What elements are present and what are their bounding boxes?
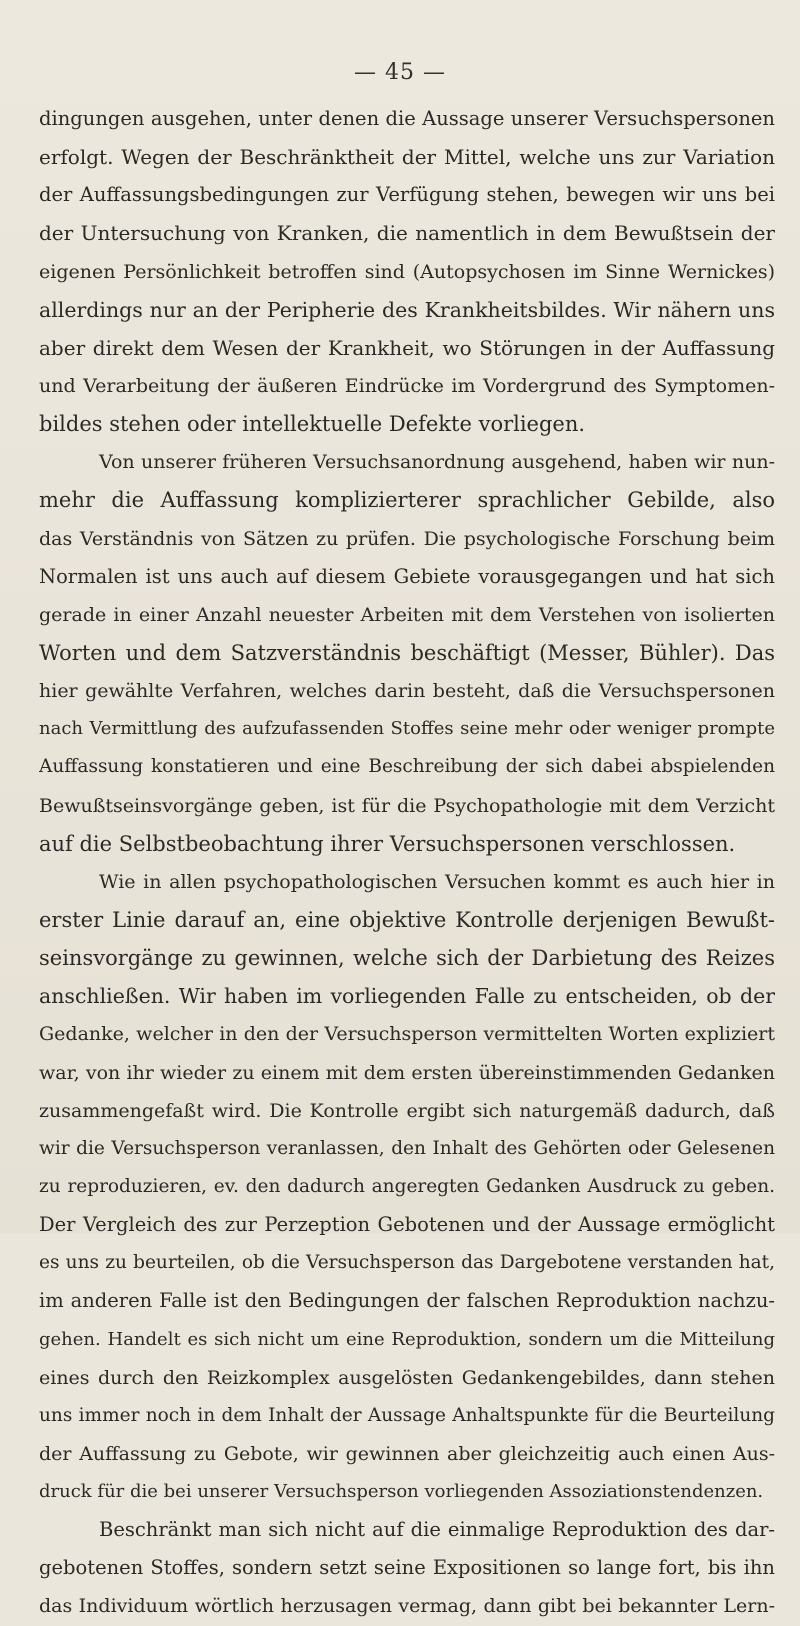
body-text bbox=[39, 100, 775, 1626]
text-line: seinsvorgänge zu gewinnen, welche sich der Darbietung des Reizes bbox=[39, 946, 775, 971]
text-line: zu reproduzieren, ev. den dadurch angeregten Gedanken Ausdruck zu geben. bbox=[39, 1175, 775, 1197]
text-line: eigenen Persönlichkeit betroffen sind (Autopsychosen im Sinne Wernickes) bbox=[39, 260, 775, 283]
text-line: auf die Selbstbeobachtung ihrer Versuchspersonen verschlossen. bbox=[39, 831, 736, 856]
text-line: aber direkt dem Wesen der Krankheit, wo Störungen in der Auffassung bbox=[39, 335, 775, 360]
page-number: — 45 — bbox=[354, 60, 446, 85]
text-line: gehen. Handelt es sich nicht um eine Reproduktion, sondern um die Mitteilung bbox=[39, 1328, 775, 1350]
text-line: bildes stehen oder intellektuelle Defekte vorliegen. bbox=[39, 412, 586, 437]
text-line: Bewußtseinsvorgänge geben, ist für die Psychopathologie mit dem Verzicht bbox=[39, 794, 775, 817]
text-line: hier gewählte Verfahren, welches darin besteht, daß die Versuchspersonen bbox=[39, 680, 775, 703]
text-line: gerade in einer Anzahl neuester Arbeiten mit dem Verstehen von isolierten bbox=[39, 603, 775, 626]
text-line: erster Linie darauf an, eine objektive Kontrolle derjenigen Bewußt- bbox=[39, 907, 775, 932]
text-line: Normalen ist uns auch auf diesem Gebiete vorausgegangen und hat sich bbox=[39, 564, 775, 588]
text-line: eines durch den Reizkomplex ausgelösten Gedankengebildes, dann stehen bbox=[39, 1366, 775, 1389]
text-line: mehr die Auffassung komplizierterer sprachlicher Gebilde, also bbox=[39, 488, 775, 513]
text-line: anschließen. Wir haben im vorliegenden Falle zu entscheiden, ob der bbox=[39, 984, 775, 1009]
text-line: Von unserer früheren Versuchsanordnung ausgehend, haben wir nun- bbox=[99, 451, 775, 474]
text-line: druck für die bei unserer Versuchsperson vorliegenden Assoziationstendenzen. bbox=[39, 1481, 764, 1503]
text-line: es uns zu beurteilen, ob die Versuchsperson das Dargebotene verstanden hat, bbox=[39, 1252, 775, 1274]
text-line: Der Vergleich des zur Perzeption Gebotenen und der Aussage ermöglicht bbox=[39, 1213, 775, 1237]
text-line: allerdings nur an der Peripherie des Krankheitsbildes. Wir nähern uns bbox=[39, 297, 775, 322]
text-line: der Untersuchung von Kranken, die namentlich in dem Bewußtsein der bbox=[39, 221, 775, 246]
text-line: Wie in allen psychopathologischen Versuchen kommt es auch hier in bbox=[99, 870, 775, 893]
text-line: Beschränkt man sich nicht auf die einmalige Reproduktion des dar- bbox=[99, 1518, 775, 1542]
text-line: Worten und dem Satzverständnis beschäftigt (Messer, Bühler). Das bbox=[39, 640, 775, 665]
text-line: Auffassung konstatieren und eine Beschreibung der sich dabei abspielenden bbox=[39, 756, 775, 778]
text-line: der Auffassungsbedingungen zur Verfügung stehen, bewegen wir uns bei bbox=[39, 183, 775, 207]
text-line: und Verarbeitung der äußeren Eindrücke im Vordergrund des Symptomen- bbox=[39, 374, 775, 397]
text-line: wir die Versuchsperson veranlassen, den Inhalt des Gehörten oder Gelesenen bbox=[39, 1137, 775, 1159]
text-line: Gedanke, welcher in den der Versuchsperson vermittelten Worten expliziert bbox=[39, 1023, 775, 1046]
text-line: dingungen ausgehen, unter denen die Aussage unserer Versuchspersonen bbox=[39, 107, 775, 130]
text-line: nach Vermittlung des aufzufassenden Stoffes seine mehr oder weniger prompte bbox=[39, 718, 775, 740]
text-line: der Auffassung zu Gebote, wir gewinnen aber gleichzeitig auch einen Aus- bbox=[39, 1442, 775, 1465]
text-line: das Verständnis von Sätzen zu prüfen. Die psychologische Forschung beim bbox=[39, 527, 775, 550]
text-line: im anderen Falle ist den Bedingungen der falschen Reproduktion nachzu- bbox=[39, 1289, 775, 1313]
text-line: uns immer noch in dem Inhalt der Aussage Anhaltspunkte für die Beurteilung bbox=[39, 1404, 775, 1426]
text-line: das Individuum wörtlich herzusagen vermag, dann gibt bei bekannter Lern- bbox=[39, 1595, 775, 1618]
text-line: zusammengefaßt wird. Die Kontrolle ergibt sich naturgemäß dadurch, daß bbox=[39, 1099, 775, 1122]
text-line: erfolgt. Wegen der Beschränktheit der Mittel, welche uns zur Variation bbox=[39, 145, 775, 170]
text-line: gebotenen Stoffes, sondern setzt seine Expositionen so lange fort, bis ihn bbox=[39, 1556, 775, 1580]
text-line: war, von ihr wieder zu einem mit dem ersten übereinstimmenden Gedanken bbox=[39, 1061, 775, 1084]
